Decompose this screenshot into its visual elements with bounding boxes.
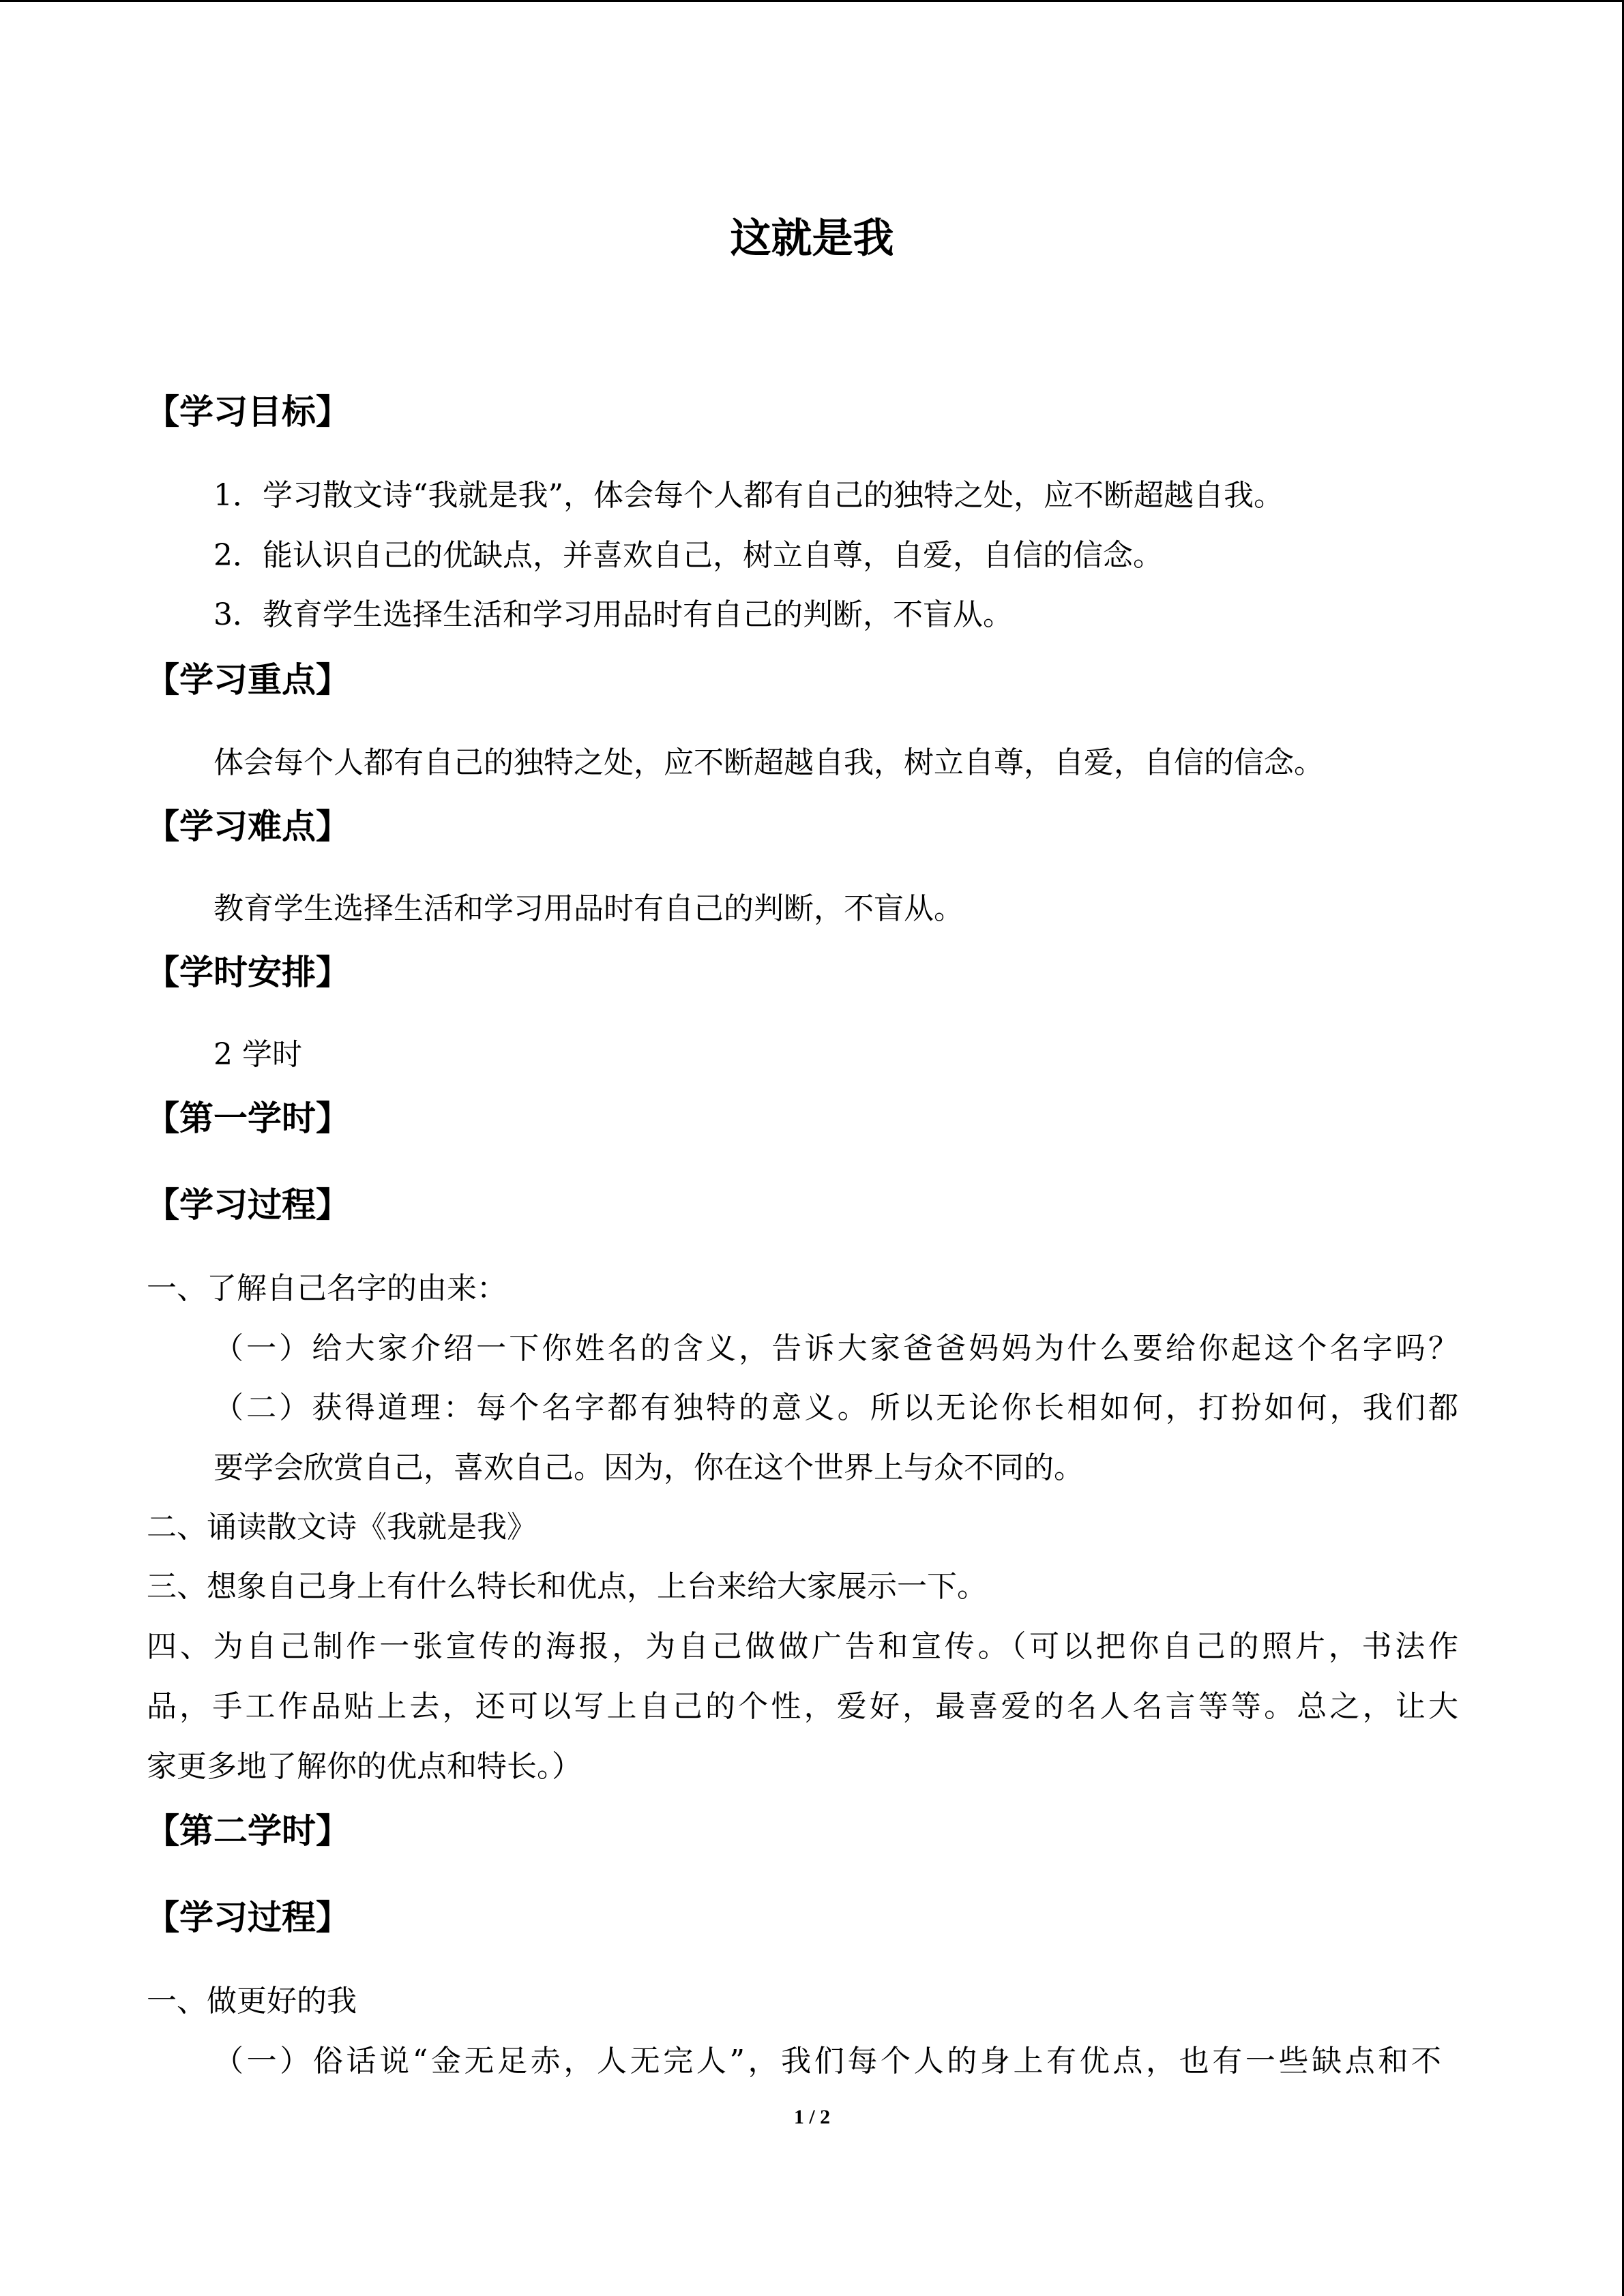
page-number: 1 / 2 xyxy=(793,2106,831,2128)
heading-period-2: 【第二学时】 xyxy=(145,1811,350,1851)
process-1-line-2: （一）给大家介绍一下你姓名的含义，告诉大家爸爸妈妈为什么要给你起这个名字吗？ xyxy=(213,1331,1458,1366)
goal-item-3: 3．教育学生选择生活和学习用品时有自己的判断，不盲从。 xyxy=(213,597,1013,632)
heading-key-points: 【学习重点】 xyxy=(145,660,350,700)
schedule-text: 2 学时 xyxy=(213,1037,302,1072)
process-1-line-3: （二）获得道理：每个名字都有独特的意义。所以无论你长相如何，打扮如何，我们都 xyxy=(213,1390,1458,1425)
process-1-line-9: 家更多地了解你的优点和特长。） xyxy=(147,1749,582,1784)
heading-difficulties: 【学习难点】 xyxy=(145,807,350,846)
heading-schedule: 【学时安排】 xyxy=(145,953,350,992)
process-2-line-2: （一）俗话说“金无足赤，人无完人”，我们每个人的身上有优点，也有一些缺点和不 xyxy=(213,2044,1441,2078)
process-1-line-1: 一、了解自己名字的由来： xyxy=(147,1271,507,1306)
heading-process-2: 【学习过程】 xyxy=(145,1898,350,1937)
process-1-line-7: 四、为自己制作一张宣传的海报，为自己做做广告和宣传。（可以把你自己的照片，书法作 xyxy=(147,1629,1458,1664)
process-1-line-5: 二、诵读散文诗《我就是我》 xyxy=(147,1510,537,1545)
process-1-line-6: 三、想象自己身上有什么特长和优点，上台来给大家展示一下。 xyxy=(147,1569,987,1604)
difficulties-text: 教育学生选择生活和学习用品时有自己的判断，不盲从。 xyxy=(213,891,964,926)
key-points-text: 体会每个人都有自己的独特之处，应不断超越自我，树立自尊，自爱，自信的信念。 xyxy=(213,745,1324,780)
document-title: 这就是我 xyxy=(730,215,894,263)
goal-item-2: 2．能认识自己的优缺点，并喜欢自己，树立自尊，自爱，自信的信念。 xyxy=(213,538,1163,573)
process-2-line-1: 一、做更好的我 xyxy=(147,1984,357,2018)
process-1-line-8: 品，手工作品贴上去，还可以写上自己的个性，爱好，最喜爱的名人名言等等。总之，让大 xyxy=(147,1689,1458,1724)
process-1-line-4: 要学会欣赏自己，喜欢自己。因为，你在这个世界上与众不同的。 xyxy=(213,1450,1084,1485)
heading-process-1: 【学习过程】 xyxy=(145,1185,350,1225)
heading-period-1: 【第一学时】 xyxy=(145,1099,350,1138)
heading-goals: 【学习目标】 xyxy=(145,392,350,432)
goal-item-1: 1．学习散文诗“我就是我”，体会每个人都有自己的独特之处，应不断超越自我。 xyxy=(213,478,1284,513)
